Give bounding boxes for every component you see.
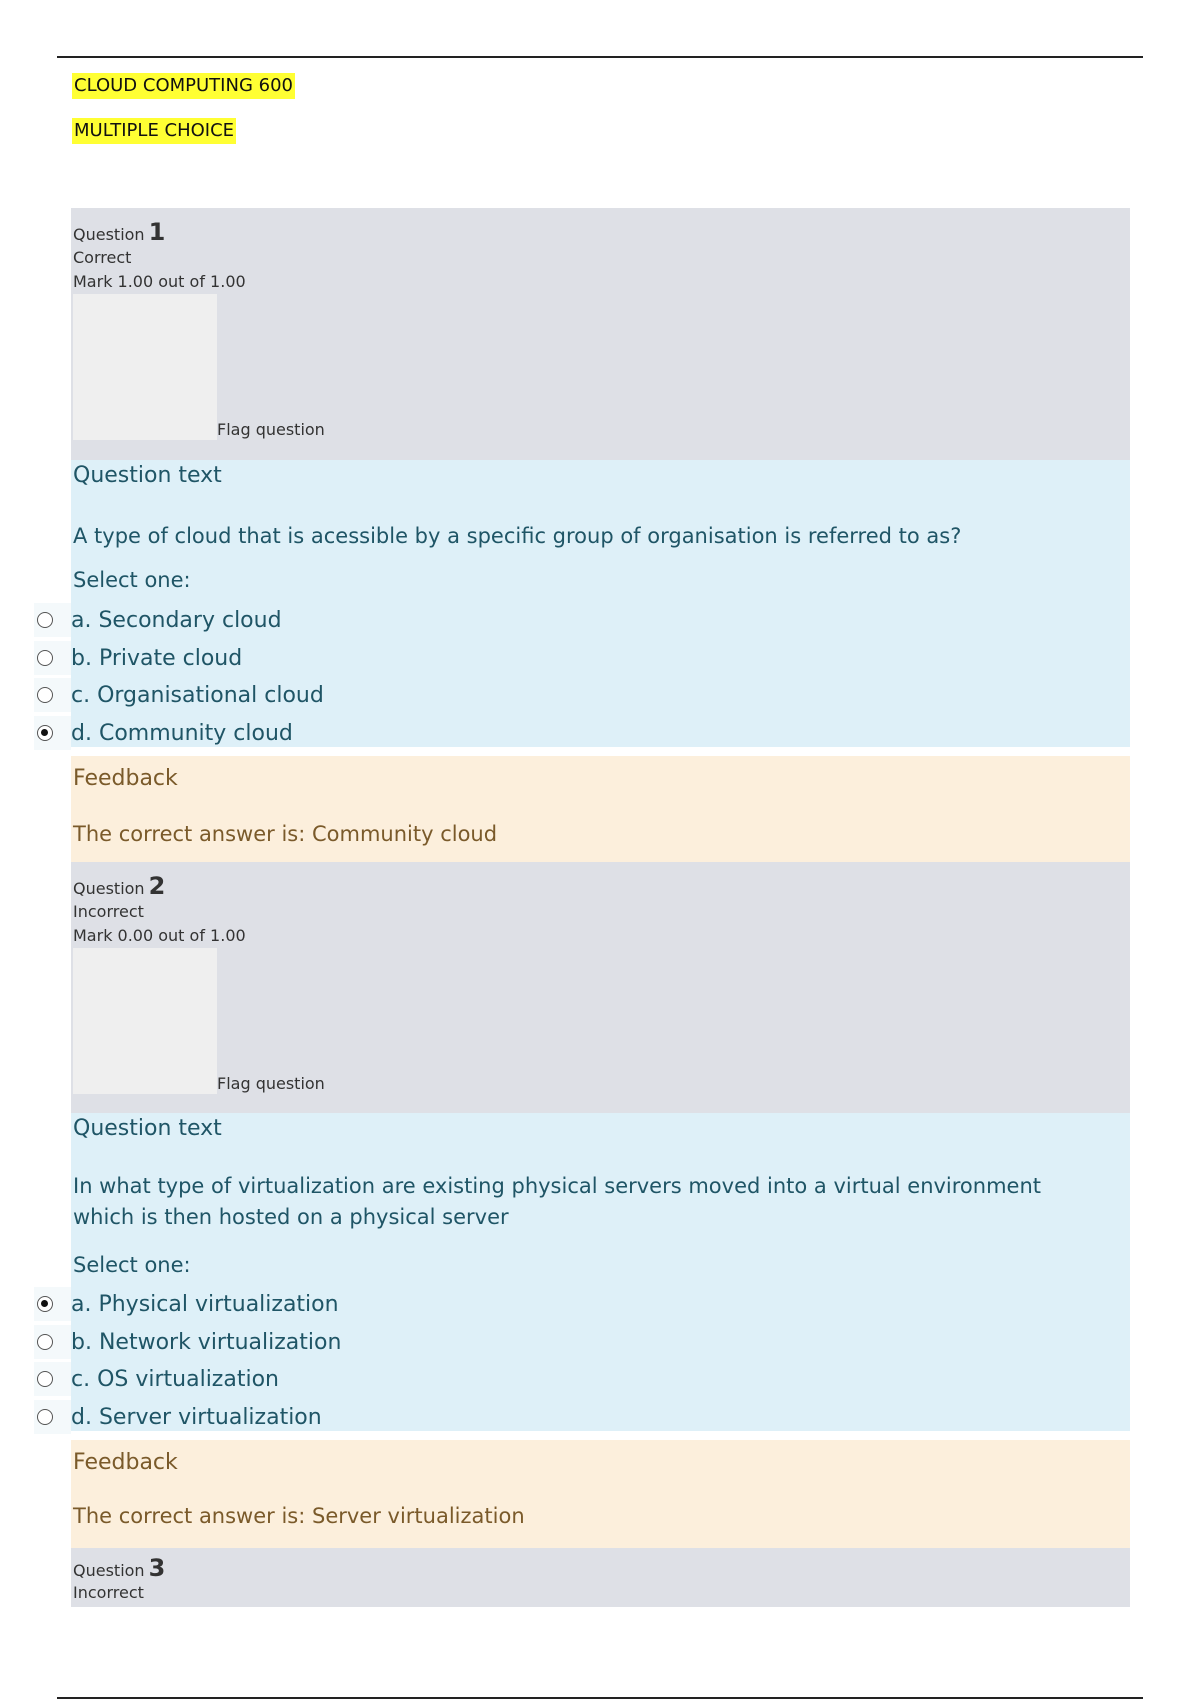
- radio-button[interactable]: [37, 612, 53, 628]
- flag-question-link[interactable]: Flag question: [217, 420, 325, 439]
- question-text: A type of cloud that is acessible by a specific group of organisation is referred to as?: [73, 524, 962, 548]
- select-one-label: Select one:: [73, 568, 191, 592]
- question-text-heading: Question text: [73, 1116, 222, 1141]
- question-number: [73, 1554, 165, 1582]
- radio-button[interactable]: [37, 1409, 53, 1425]
- answer-label[interactable]: b. Private cloud: [71, 645, 243, 671]
- question-number: [73, 218, 165, 246]
- question-number-value: 1: [148, 218, 166, 246]
- radio-wrap: [34, 716, 71, 750]
- course-title: CLOUD COMPUTING 600: [72, 73, 295, 99]
- answer-label[interactable]: c. OS virtualization: [71, 1366, 279, 1392]
- feedback-heading: Feedback: [73, 1450, 178, 1475]
- answer-label[interactable]: d. Server virtualization: [71, 1404, 322, 1430]
- answer-option[interactable]: [34, 603, 1130, 637]
- answer-option[interactable]: [34, 1325, 1130, 1359]
- answer-option[interactable]: [34, 678, 1130, 712]
- question-2-feedback: [71, 1440, 1130, 1548]
- question-text-heading: Question text: [73, 463, 222, 488]
- answer-label[interactable]: c. Organisational cloud: [71, 682, 324, 708]
- question-number-value: 3: [148, 1554, 166, 1582]
- question-label: Question: [73, 1561, 145, 1580]
- radio-wrap: [34, 641, 71, 675]
- radio-button[interactable]: [37, 1371, 53, 1387]
- flag-icon[interactable]: [73, 294, 217, 440]
- top-rule: [57, 56, 1143, 58]
- radio-wrap: [34, 678, 71, 712]
- answer-label[interactable]: d. Community cloud: [71, 720, 293, 746]
- question-state: Incorrect: [73, 1583, 144, 1602]
- feedback-text: The correct answer is: Server virtualization: [73, 1504, 525, 1528]
- flag-icon[interactable]: [73, 948, 217, 1094]
- question-number: [73, 872, 165, 900]
- question-number-value: 2: [148, 872, 166, 900]
- radio-button-selected[interactable]: [37, 1296, 53, 1312]
- radio-wrap: [34, 1287, 71, 1321]
- answer-label[interactable]: a. Physical virtualization: [71, 1291, 339, 1317]
- question-text: In what type of virtualization are existing physical servers moved into a virtual environment which is then hosted on a physical server: [73, 1174, 1042, 1229]
- radio-button[interactable]: [37, 650, 53, 666]
- flag-question-link[interactable]: Flag question: [217, 1074, 325, 1093]
- question-state: Incorrect: [73, 902, 144, 921]
- answer-option[interactable]: [34, 641, 1130, 675]
- answer-option[interactable]: [34, 1362, 1130, 1396]
- answer-option[interactable]: [34, 1400, 1130, 1434]
- radio-button[interactable]: [37, 687, 53, 703]
- feedback-text: The correct answer is: Community cloud: [73, 822, 498, 846]
- question-1-info: [71, 208, 1130, 460]
- answer-label[interactable]: b. Network virtualization: [71, 1329, 342, 1355]
- radio-wrap: [34, 1362, 71, 1396]
- answer-option[interactable]: [34, 716, 1130, 750]
- radio-wrap: [34, 1400, 71, 1434]
- question-2-info: [71, 862, 1130, 1113]
- radio-wrap: [34, 1325, 71, 1359]
- answer-option[interactable]: [34, 1287, 1130, 1321]
- answer-label[interactable]: a. Secondary cloud: [71, 607, 282, 633]
- question-state: Correct: [73, 248, 132, 267]
- question-3-info: [71, 1548, 1130, 1607]
- section-title: MULTIPLE CHOICE: [72, 118, 236, 144]
- question-mark: Mark 0.00 out of 1.00: [73, 926, 246, 945]
- question-1-feedback: [71, 756, 1130, 862]
- question-label: Question: [73, 225, 145, 244]
- question-mark: Mark 1.00 out of 1.00: [73, 272, 246, 291]
- feedback-heading: Feedback: [73, 766, 178, 791]
- radio-button[interactable]: [37, 1334, 53, 1350]
- radio-wrap: [34, 603, 71, 637]
- bottom-rule: [57, 1697, 1143, 1699]
- question-label: Question: [73, 879, 145, 898]
- radio-button-selected[interactable]: [37, 725, 53, 741]
- select-one-label: Select one:: [73, 1253, 191, 1277]
